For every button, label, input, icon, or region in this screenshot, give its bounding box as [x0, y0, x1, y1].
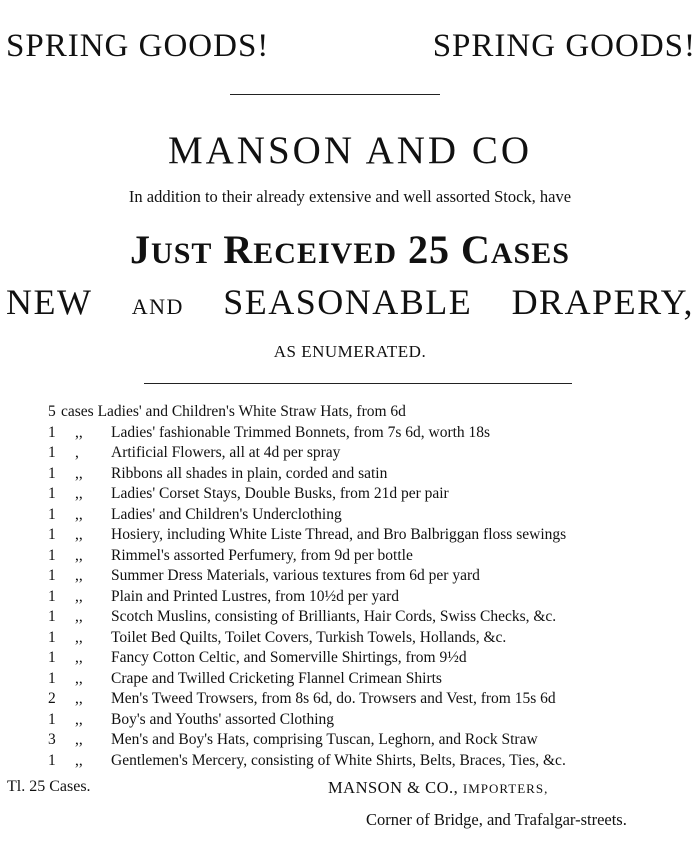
firm-name: MANSON AND CO	[167, 129, 533, 172]
item-desc: Hosiery, including White Liste Thread, and Bro Balbriggan floss sewings	[111, 526, 567, 543]
item-unit: ,,	[75, 751, 83, 769]
list-item	[48, 648, 698, 669]
item-unit: ,,	[75, 546, 83, 564]
and-word: AND	[131, 294, 184, 319]
cases-rest: ASES	[490, 237, 570, 270]
item-desc: Gentlemen's Mercery, consisting of White Shirts, Belts, Braces, Ties, &c.	[111, 751, 566, 769]
item-qty: 1	[48, 567, 56, 584]
item-desc: Toilet Bed Quilts, Toilet Covers, Turkish Towels, Hollands, &c.	[111, 628, 507, 646]
address-line: Corner of Bridge, and Trafalgar-streets.	[366, 810, 627, 829]
just-received-heading	[0, 226, 700, 273]
item-unit: ,,	[75, 690, 83, 707]
item-unit: ,,	[75, 587, 83, 605]
item-qty: 1	[48, 505, 56, 523]
list-item	[48, 484, 698, 505]
item-desc: Ribbons all shades in plain, corded and satin	[111, 464, 388, 482]
item-qty: 2	[48, 690, 56, 707]
item-qty: 1	[48, 669, 56, 687]
cases-count: 25	[408, 227, 450, 272]
item-desc	[61, 402, 406, 423]
item-qty: 3	[48, 731, 56, 748]
list-item	[48, 689, 698, 710]
item-unit: ,,	[75, 485, 83, 502]
drapery-word: DRAPERY,	[511, 282, 694, 322]
item-unit: ,,	[75, 608, 83, 625]
enumerated-label: AS ENUMERATED.	[273, 342, 427, 361]
list-item	[48, 505, 698, 526]
item-qty: 1	[48, 587, 56, 605]
headline-left: SPRING GOODS!	[6, 28, 270, 64]
received-cap: R	[223, 227, 254, 272]
intro-text: In addition to their already extensive and well assorted Stock, have	[128, 187, 572, 206]
item-qty: 1	[48, 423, 56, 441]
item-qty: 1	[48, 444, 56, 461]
item-qty: 1	[48, 751, 56, 769]
item-qty: 1	[48, 608, 56, 625]
received-rest: ECEIVED	[253, 237, 397, 270]
headline	[6, 28, 696, 65]
item-desc: Ladies' fashionable Trimmed Bonnets, from 7s 6d, worth 18s	[111, 423, 491, 441]
list-item	[48, 443, 698, 464]
list-item	[48, 710, 698, 731]
item-qty: 5	[48, 403, 56, 420]
importer-signature	[328, 778, 548, 798]
item-qty: 1	[48, 485, 56, 502]
item-unit: ,,	[75, 649, 83, 666]
item-desc: Ladies' Corset Stays, Double Busks, from 21d per pair	[111, 485, 449, 502]
just-rest: UST	[151, 237, 213, 270]
item-unit: ,,	[75, 731, 83, 748]
item-unit: ,,	[75, 628, 83, 646]
headline-right: SPRING GOODS!	[432, 28, 696, 64]
item-qty: 1	[48, 710, 56, 728]
item-qty: 1	[48, 628, 56, 646]
item-desc: Ladies' and Children's Underclothing	[111, 505, 342, 523]
item-unit: ,	[75, 444, 79, 461]
middle-divider	[144, 383, 572, 384]
item-desc: Plain and Printed Lustres, from 10½d per yard	[111, 587, 399, 605]
list-item	[48, 587, 698, 608]
item-unit: ,,	[75, 505, 83, 523]
list-item	[48, 607, 698, 628]
list-item	[48, 566, 698, 587]
list-item	[48, 546, 698, 567]
list-item	[48, 525, 698, 546]
importer-name: MANSON & CO.,	[328, 778, 459, 797]
item-qty: 1	[48, 526, 56, 543]
item-unit: ,,	[75, 567, 83, 584]
list-item	[48, 751, 698, 772]
new-seasonable-heading	[6, 281, 694, 323]
item-qty: 1	[48, 464, 56, 482]
item-unit: ,,	[75, 526, 83, 543]
list-item	[48, 669, 698, 690]
item-desc: Men's and Boy's Hats, comprising Tuscan, Leghorn, and Rock Straw	[111, 731, 538, 748]
item-desc: Men's Tweed Trowsers, from 8s 6d, do. Trowsers and Vest, from 15s 6d	[111, 690, 556, 707]
item-unit: ,,	[75, 464, 83, 482]
list-item	[48, 464, 698, 485]
item-desc: Scotch Muslins, consisting of Brilliants, Hair Cords, Swiss Checks, &c.	[111, 608, 557, 625]
cases-cap: C	[461, 227, 491, 272]
seasonable-word: SEASONABLE	[223, 282, 473, 322]
new-word: NEW	[6, 282, 93, 322]
list-item	[48, 628, 698, 649]
goods-list	[48, 402, 698, 771]
total-cases: Tl. 25 Cases.	[7, 778, 91, 795]
item-desc: Summer Dress Materials, various textures from 6d per yard	[111, 567, 480, 584]
item-unit: ,,	[75, 669, 83, 687]
just-cap: J	[130, 227, 152, 272]
top-divider	[230, 94, 440, 95]
item-desc: Artificial Flowers, all at 4d per spray	[111, 444, 341, 461]
list-item	[48, 402, 698, 423]
item-desc: Crape and Twilled Cricketing Flannel Crimean Shirts	[111, 669, 442, 687]
item-unit: ,,	[75, 710, 83, 728]
item-qty: 1	[48, 649, 56, 666]
item-text: Ladies' and Children's White Straw Hats, from 6d	[97, 403, 406, 420]
item-desc: Fancy Cotton Celtic, and Somerville Shirtings, from 9½d	[111, 649, 467, 666]
list-item	[48, 730, 698, 751]
item-unit: ,,	[75, 423, 83, 441]
importer-title: IMPORTERS,	[462, 781, 549, 796]
item-desc: Boy's and Youths' assorted Clothing	[111, 710, 335, 728]
item-qty: 1	[48, 546, 56, 564]
list-item	[48, 423, 698, 444]
item-unit: cases	[61, 403, 94, 420]
item-desc: Rimmel's assorted Perfumery, from 9d per bottle	[111, 546, 413, 564]
